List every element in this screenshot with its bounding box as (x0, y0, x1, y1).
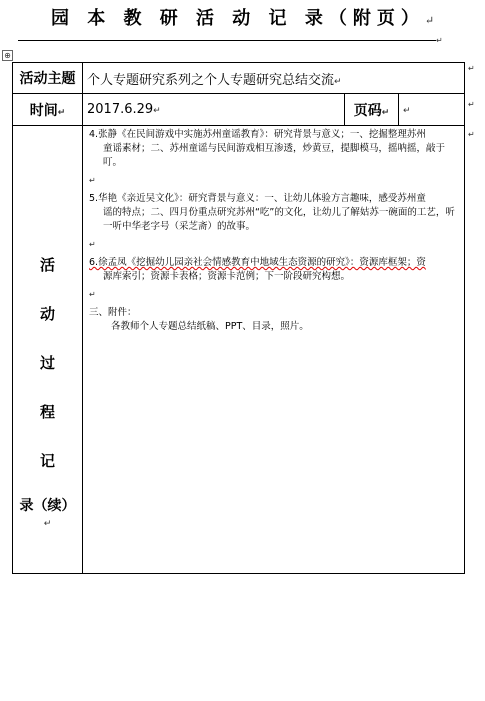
table-move-handle-icon[interactable]: ⊕ (2, 50, 13, 61)
paragraph-mark: ↵ (89, 290, 96, 299)
process-label (13, 254, 82, 701)
process-label-char: 过 (39, 354, 55, 372)
process-row (13, 126, 465, 574)
page-label-cell (345, 94, 399, 126)
row-end-mark: ↵ (468, 64, 475, 73)
paragraph-mark: ↵ (153, 106, 161, 116)
time-value: 2017.6.29 (87, 102, 154, 117)
entry-5-body: 谣的特点；二、四月份重点研究苏州“吃”的文化，让幼儿了解姑苏一碗面的工艺，听一听中华老字号（采芝斋）的故事。 (103, 207, 455, 232)
header-rule (18, 40, 436, 41)
page-label: 页码 (353, 102, 382, 119)
paragraph-mark: ↵ (436, 36, 443, 45)
process-label-char: 记 (39, 452, 55, 470)
title-text: 园 本 教 研 活 动 记 录（附页） (50, 8, 425, 29)
theme-value-cell[interactable] (83, 63, 465, 94)
time-label: 时间 (29, 102, 58, 119)
paragraph-mark: ↵ (403, 106, 411, 116)
process-label-cell (13, 126, 83, 574)
paragraph-mark: ↵ (424, 14, 435, 27)
process-label-char: 动 (39, 305, 55, 323)
paragraph-mark: ↵ (57, 107, 66, 118)
time-label-cell (13, 94, 83, 126)
time-value-cell[interactable] (83, 94, 345, 126)
entry-5-heading: 5.华艳《亲近吴文化》：研究背景与意义：一、让幼儿体验方言趣味，感受苏州童 (89, 193, 426, 204)
appendix-body: 各教师个人专题总结纸稿、PPT、目录，照片。 (111, 321, 309, 332)
row-end-mark: ↵ (468, 130, 475, 139)
process-label-char: 活 (39, 256, 55, 274)
page-value-cell[interactable] (399, 94, 465, 126)
theme-row (13, 63, 465, 94)
appendix-heading: 三、附件： (89, 307, 137, 318)
row-end-mark: ↵ (468, 100, 475, 109)
process-content-cell[interactable] (83, 126, 465, 574)
entry-6-heading: 6.徐孟凤《挖掘幼儿园亲社会情感教育中地域生态资源的研究》：资源库框架；资 (89, 257, 426, 268)
entry-4-heading: 4.张静《在民间游戏中实施苏州童谣教育》：研究背景与意义；一、挖掘整理苏州 (89, 129, 426, 140)
theme-value: 个人专题研究系列之个人专题研究总结交流 (87, 72, 335, 88)
process-label-char: 录（续） (19, 498, 76, 514)
record-table (12, 62, 465, 574)
document-title (0, 4, 485, 30)
theme-label: 活动主题 (19, 71, 76, 87)
entry-4-body: 童谣素材；二、苏州童谣与民间游戏相互渗透，炒黄豆，提脚模马，摇呐摇，敲于叮。 (103, 143, 446, 168)
process-label-char: 程 (39, 403, 55, 421)
paragraph-mark: ↵ (43, 519, 52, 529)
entry-6-body: 源库索引；资源卡表格；资源卡范例；下一阶段研究构想。 (103, 271, 351, 282)
paragraph-mark: ↵ (89, 240, 96, 249)
paragraph-mark: ↵ (334, 76, 342, 87)
paragraph-mark: ↵ (381, 107, 390, 118)
theme-label-cell (13, 63, 83, 94)
time-row (13, 94, 465, 126)
paragraph-mark: ↵ (89, 176, 96, 185)
